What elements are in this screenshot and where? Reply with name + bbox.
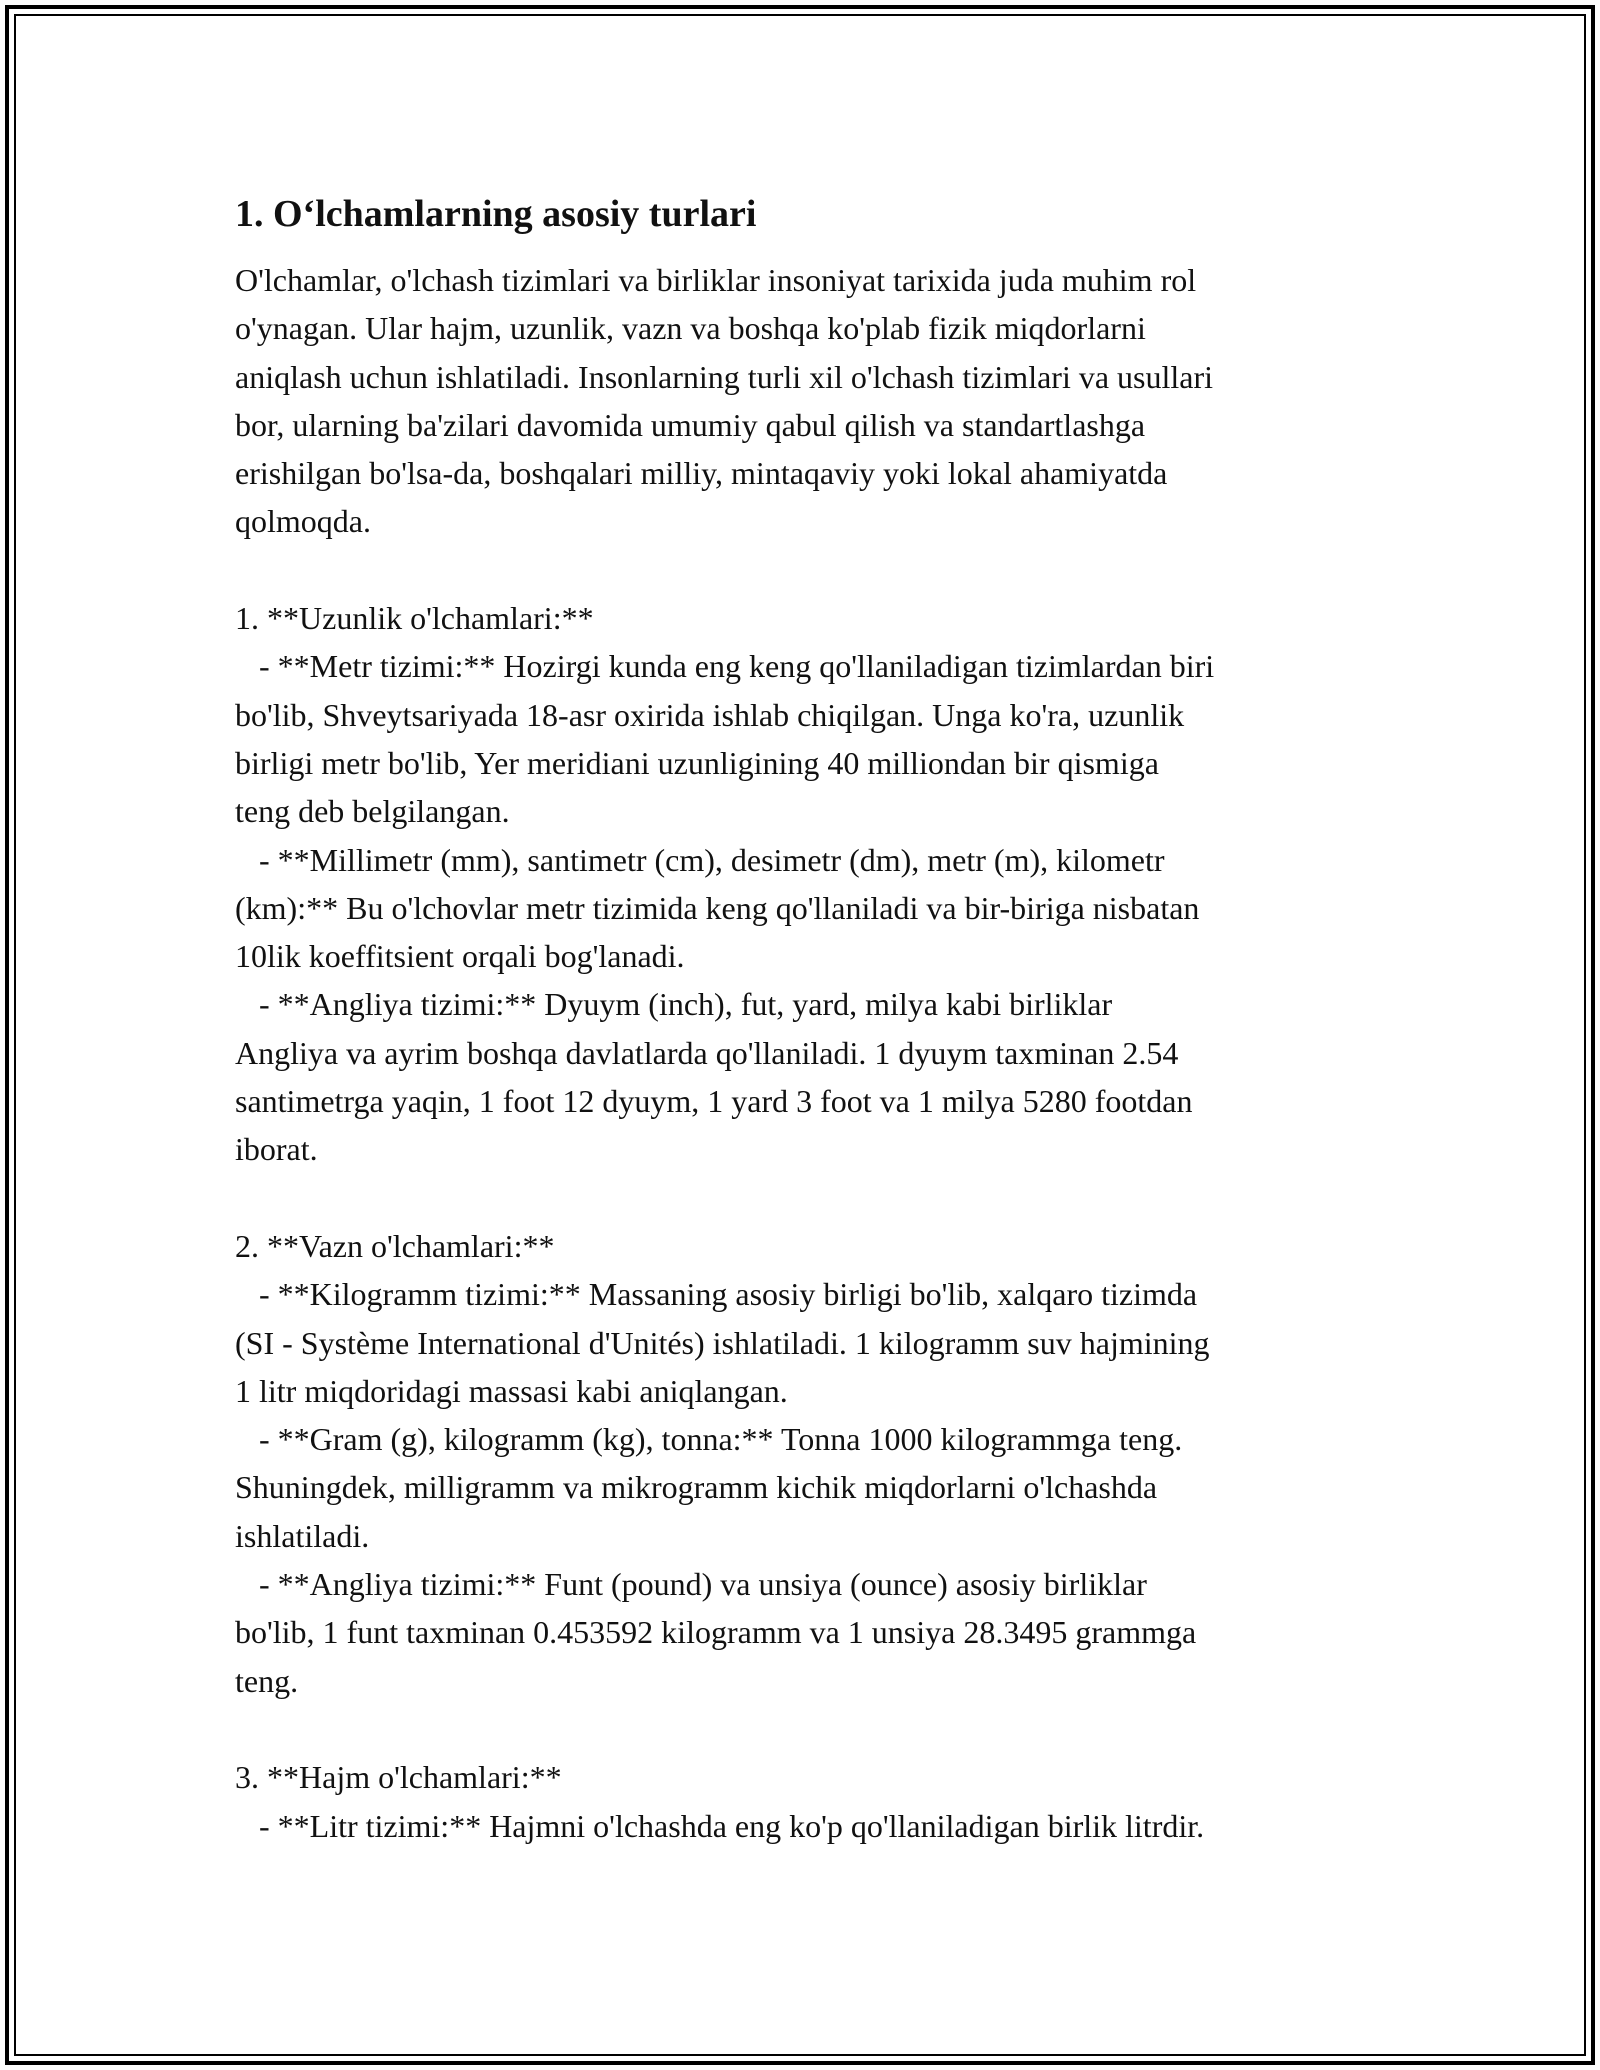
document-content (235, 188, 1385, 1850)
text-line: - **Angliya tizimi:** Dyuym (inch), fut, yard, milya kabi birliklar (235, 986, 1113, 1023)
text-line: Angliya va ayrim boshqa davlatlarda qo'llaniladi. 1 dyuym taxminan 2.54 (235, 1034, 1179, 1071)
text-line: - **Millimetr (mm), santimetr (cm), desimetr (dm), metr (m), kilometr (235, 841, 1165, 878)
text-line: (SI - Système International d'Unités) ishlatiladi. 1 kilogramm suv hajmining (235, 1324, 1210, 1361)
text-line: santimetrga yaqin, 1 foot 12 dyuym, 1 yard 3 foot va 1 milya 5280 footdan (235, 1083, 1193, 1120)
text-line: teng. (235, 1662, 299, 1699)
text-line: aniqlash uchun ishlatiladi. Insonlarning turli xil o'lchash tizimlari va usullari (235, 358, 1214, 395)
text-line: erishilgan bo'lsa-da, boshqalari milliy, mintaqaviy yoki lokal ahamiyatda (235, 455, 1168, 492)
text-line: (km):** Bu o'lchovlar metr tizimida keng qo'llaniladi va bir-biriga nisbatan (235, 889, 1200, 926)
text-line: Shuningdek, milligramm va mikrogramm kichik miqdorlarni o'lchashda (235, 1469, 1158, 1506)
section-heading: 1. O‘lchamlarning asosiy turlari (235, 193, 757, 235)
text-line: - **Metr tizimi:** Hozirgi kunda eng keng qo'llaniladigan tizimlardan biri (235, 648, 1215, 685)
text-line: 1. **Uzunlik o'lchamlari:** (235, 600, 594, 637)
text-line: - **Kilogramm tizimi:** Massaning asosiy birligi bo'lib, xalqaro tizimda (235, 1276, 1198, 1313)
text-line: 1 litr miqdoridagi massasi kabi aniqlangan. (235, 1372, 788, 1409)
text-line: bo'lib, 1 funt taxminan 0.453592 kilogramm va 1 unsiya 28.3495 grammga (235, 1614, 1197, 1651)
text-line: - **Gram (g), kilogramm (kg), tonna:** Tonna 1000 kilogrammga teng. (235, 1421, 1183, 1458)
text-line: o'ynagan. Ular hajm, uzunlik, vazn va boshqa ko'plab fizik miqdorlarni (235, 310, 1146, 347)
text-line: ishlatiladi. (235, 1517, 370, 1554)
text-line: bo'lib, Shveytsariyada 18-asr oxirida ishlab chiqilgan. Unga ko'ra, uzunlik (235, 696, 1185, 733)
document-body (235, 256, 1385, 1850)
text-line: - **Angliya tizimi:** Funt (pound) va unsiya (ounce) asosiy birliklar (235, 1566, 1147, 1603)
blank-line (235, 1174, 1385, 1222)
text-line: bor, ularning ba'zilari davomida umumiy qabul qilish va standartlashga (235, 406, 1146, 443)
text-line: 3. **Hajm o'lchamlari:** (235, 1759, 562, 1796)
blank-line (235, 1705, 1385, 1753)
text-line: - **Litr tizimi:** Hajmni o'lchashda eng ko'p qo'llaniladigan birlik litrdir. (235, 1807, 1205, 1844)
text-line: 2. **Vazn o'lchamlari:** (235, 1227, 555, 1264)
text-line: birligi metr bo'lib, Yer meridiani uzunligining 40 milliondan bir qismiga (235, 744, 1159, 781)
text-line: iborat. (235, 1131, 318, 1168)
text-line: qolmoqda. (235, 503, 371, 540)
text-line: teng deb belgilangan. (235, 793, 510, 830)
text-line: O'lchamlar, o'lchash tizimlari va birliklar insoniyat tarixida juda muhim rol (235, 262, 1197, 298)
blank-line (235, 546, 1385, 594)
text-line: 10lik koeffitsient orqali bog'lanadi. (235, 938, 685, 975)
